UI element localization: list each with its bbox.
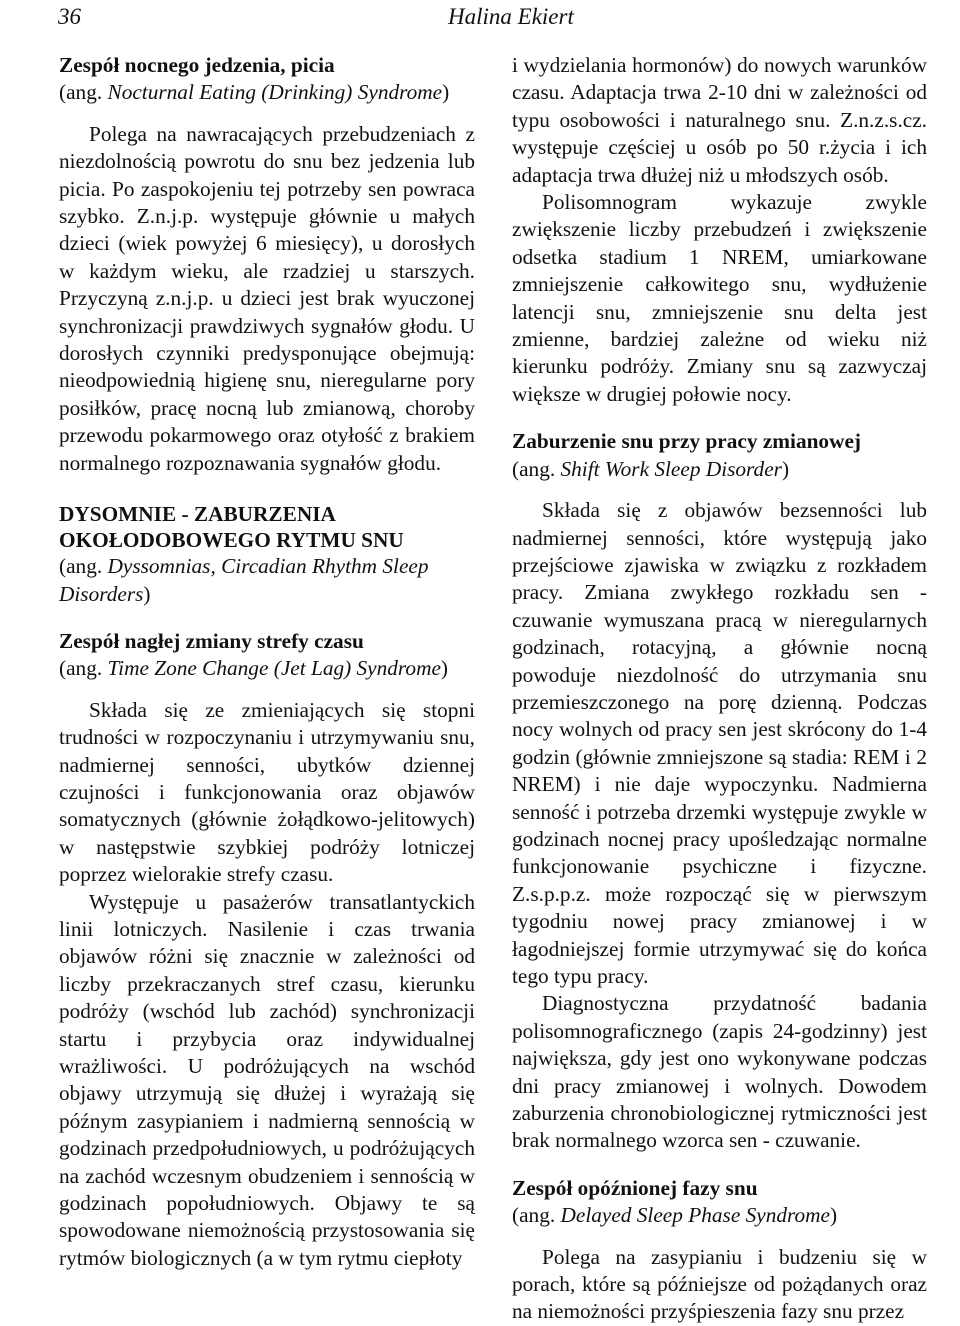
left-column [59, 52, 475, 1272]
section-title-jet-lag: Zespół nagłej zmiany strefy czasu [59, 628, 364, 653]
section-title-dyssomnias: DYSOMNIE - ZABURZENIA OKOŁODOBOWEGO RYTMU SNU [59, 502, 404, 553]
paragraph: Składa się z objawów bezsenności lub nadmiernej senności, które występują jako przejściowe zjawiska w związku z rozkładem pracy. Zmiana zwykłego rozkładu sen - czuwanie wymuszana pracą w nieregularnych godzinach, rotacyjną, a głównie nocną powoduje niezdolność do utrzymania snu przemieszczonego na porę dzienną. Podczas nocy wolnych od pracy sen jest skrócony do 1-4 godzin (głównie zmniejszone są stadia: REM i 2 NREM) i nie daje wypoczynku. Nadmierna senność i potrzeba drzemki występuje zwykle w godzinach nocnej pracy upośledzając normalne funkcjonowanie psychiczne i fizyczne. Z.s.p.p.z. może rozpocząć się w pierwszym tygodniu nowej pracy zmianowej i w łagodniejszej formie utrzymywać się do końca tego typu pracy. [512, 498, 927, 988]
paragraph: Polega na nawracających przebudzeniach z niezdolnością powrotu do snu bez jedzenia lub picia. Po zaspokojeniu tej potrzeby sen powraca szybko. Z.n.j.p. występuje głównie u małych dzieci (wiek powyżej 6 miesięcy), u dorosłych w każdym wieku, ale rzadziej u starszych. Przyczyną z.n.j.p. u dzieci jest brak wyuczonej synchronizacji prawdziwych sygnałów głodu. U dorosłych czynniki predysponujące obejmują: nieodpowiednią higienę snu, nieregularne pory posiłków, pracę nocną lub zmianową, choroby przewodu pokarmowego oraz otyłość z brakiem normalnego rozpoznawania sygnałów głodu. [59, 121, 475, 475]
section-english-name: (ang. Dyssomnias, Circadian Rhythm Sleep Disorders) [59, 554, 429, 606]
section-english-name: (ang. Shift Work Sleep Disorder) [512, 456, 790, 481]
section-english-name: (ang. Delayed Sleep Phase Syndrome) [512, 1203, 838, 1228]
running-head-author: Halina Ekiert [448, 4, 574, 29]
section-english-name: (ang. Time Zone Change (Jet Lag) Syndrome) [59, 656, 449, 681]
paragraph: i wydzielania hormonów) do nowych warunków czasu. Adaptacja trwa 2-10 dni w zależności od typu osobowości i naturalnego snu. Z.n.z.s.cz. występuje częściej u osób po 50 r.życia i ich adaptacja trwa dłużej niż u młodszych osób. [512, 53, 927, 187]
paragraph: Polisomnogram wykazuje zwykle zwiększenie liczby przebudzeń i zwiększenie odsetka stadium 1 NREM, umiarkowane zmniejszenie całkowitego snu, wydłużenie latencji snu, zmniejszenie snu delta jest zmienne, bardziej zależne od wieku niż kierunku podróży. Zmiany snu są zazwyczaj większe w drugiej połowie nocy. [512, 190, 927, 406]
page-header [58, 4, 920, 34]
section-english-name: (ang. Nocturnal Eating (Drinking) Syndrome) [59, 80, 450, 105]
paragraph: Występuje u pasażerów transatlantyckich linii lotniczych. Nasilenie i czas trwania objawów różni się znacznie w zależności od liczby przekraczanych stref czasu, kierunku podróży (wschód lub zachód) synchronizacji startu i przybycia oraz indywidualnej wrażliwości. U podróżujących na wschód objawy utrzymują się dłużej i wyrażają się późnym zasypianiem i nadmierną sennością w godzinach przedpołudniowych, u podróżujących na zachód wczesnym obudzeniem i sennością w godzinach popołudniowych. Objawy te są spowodowane niemożnością przystosowania się rytmów biologicznych (a w tym rytmu ciepłoty [59, 889, 475, 1270]
right-column [512, 52, 927, 1326]
paragraph: Diagnostyczna przydatność badania polisomnograficznego (zapis 24-godzinny) jest największa, gdy jest ono wykonywane podczas dni pracy zmianowej i wolnych. Dowodem zaburzenia chronobiologicznej rytmiczności jest brak normalnego wzorca sen - czuwanie. [512, 991, 927, 1153]
section-title-delayed-sleep-phase: Zespół opóźnionej fazy snu [512, 1175, 758, 1200]
paragraph: Polega na zasypianiu i budzeniu się w porach, które są późniejsze od pożądanych oraz na niemożności przyśpieszenia fazy snu przez [512, 1244, 927, 1324]
paragraph: Składa się ze zmieniających się stopni trudności w rozpoczynaniu i utrzymywaniu snu, nadmiernej senności, ubytków dziennej czujności i funkcjonowania oraz objawów somatycznych (głównie żołądkowo-jelitowych) w następstwie szybkiej podróży lotniczej poprzez wielorakie strefy czasu. [59, 697, 475, 887]
section-title-night-eating: Zespół nocnego jedzenia, picia [59, 53, 335, 77]
section-title-shift-work: Zaburzenie snu przy pracy zmianowej [512, 429, 862, 454]
page-number: 36 [58, 4, 81, 29]
